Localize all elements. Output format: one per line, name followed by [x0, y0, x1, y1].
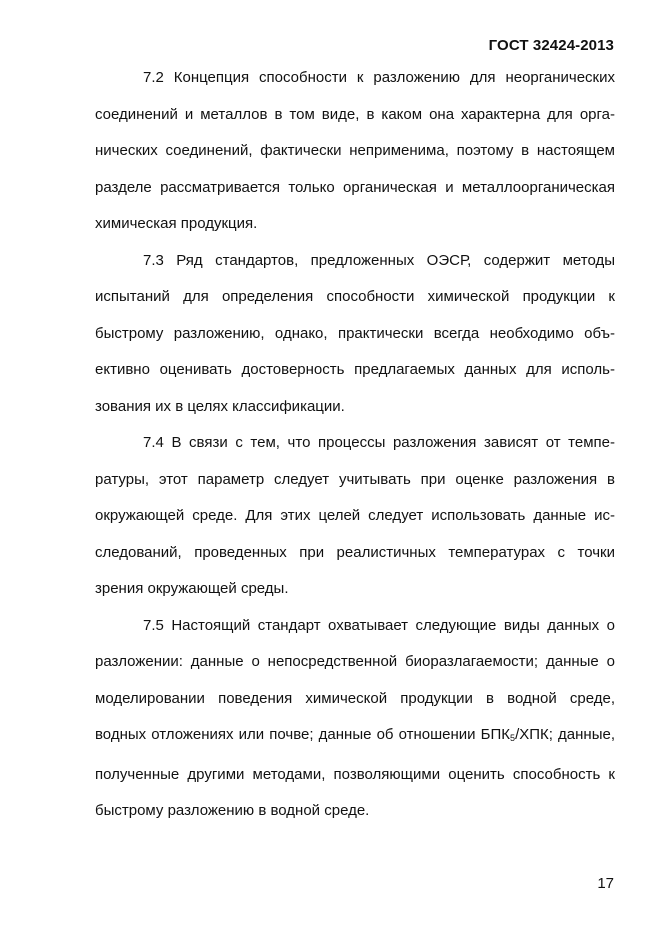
paragraph-7-5-text-before: 7.5 Настоящий стандарт охватывает следующие виды данных о разложении: данные о непосредственной биоразлагаемости; данные о моделировании поведения химической продукции в водной среде, водных отложениях или почве; данные об отношении БПК: [95, 616, 615, 743]
paragraph-7-5-text-after: /ХПК; данные, полученные другими методами, позволяющими оценить способность к быстрому разложению в водной среде.: [95, 726, 615, 819]
document-code-header: ГОСТ 32424-2013: [488, 37, 614, 54]
paragraph-7-5: [95, 608, 615, 830]
paragraph-7-3: 7.3 Ряд стандартов, предложенных ОЭСР, содержит методы испытаний для определения способности химической продукции к быстрому разложению, однако, практически всегда необходимо объективно оценивать достоверность предлагаемых данных для использования их в целях классификации.: [95, 251, 615, 415]
page-number: 17: [597, 875, 614, 892]
document-body: [95, 60, 615, 830]
paragraph-7-2: 7.2 Концепция способности к разложению для неорганических соединений и металлов в том виде, в каком она характерна для органических соединений, фактически неприменима, поэтому в настоящем разделе рассматривается только органическая и металлоорганическая химическая продукция.: [95, 69, 615, 232]
paragraph-7-4: 7.4 В связи с тем, что процессы разложения зависят от температуры, этот параметр следует учитывать при оценке разложения в окружающей среде. Для этих целей следует использовать данные исследований, проведенных при реалистичных температурах с точки зрения окружающей среды.: [95, 434, 615, 597]
bod-subscript: 5: [510, 733, 516, 743]
